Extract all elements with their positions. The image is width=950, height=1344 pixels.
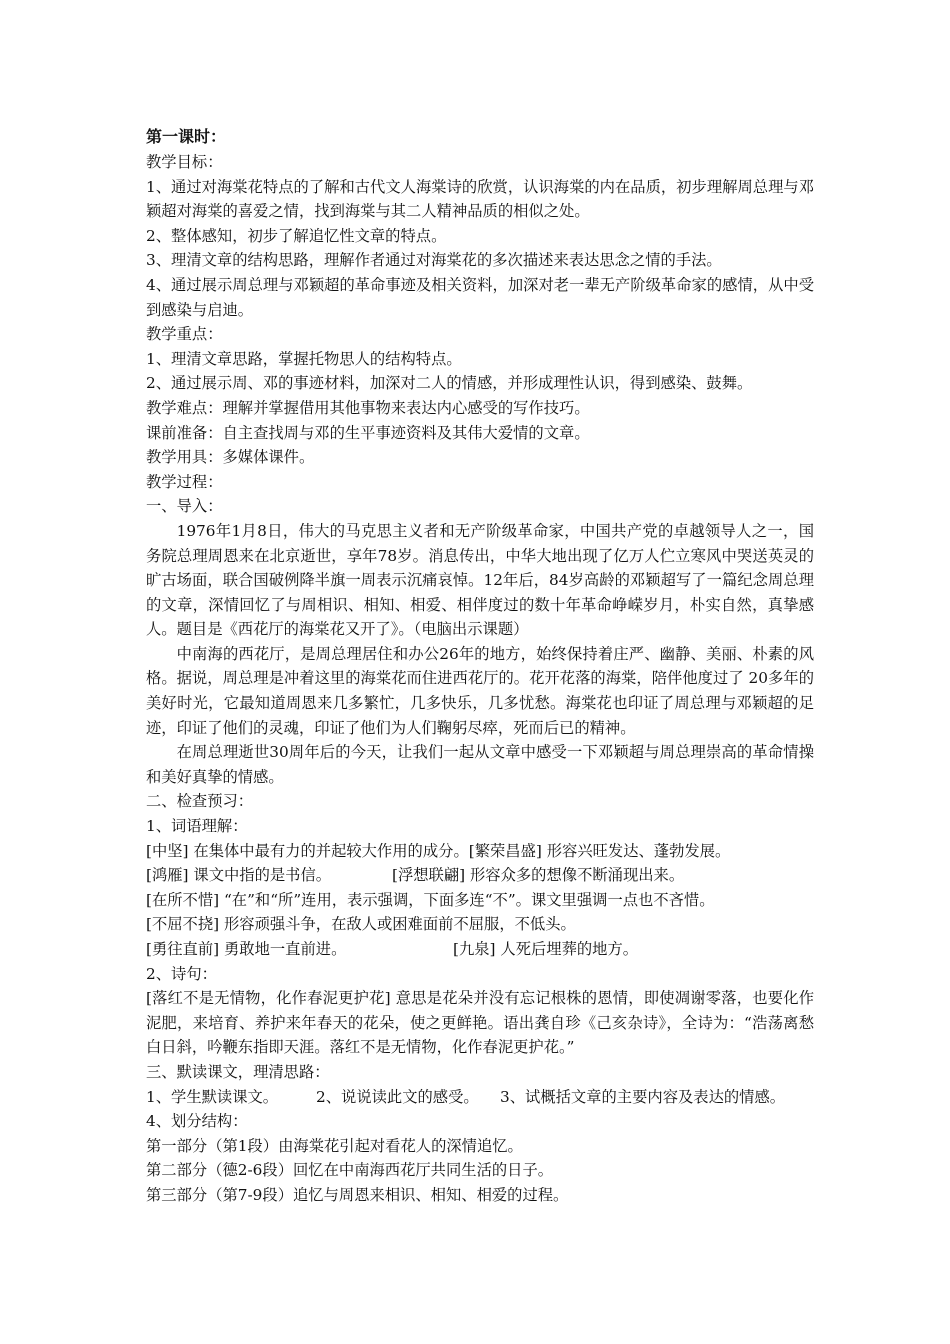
goals-heading: 教学目标： (146, 153, 223, 171)
intro-paragraph: 1976年1月8日，伟大的马克思主义者和无产阶级革命家，中国共产党的卓越领导人之一，国务院总理周恩来在北京逝世，享年78岁。消息传出，中华大地出现了亿万人伫立寒风中哭送英灵的旷古场面，联合国破例降半旗一周表示沉痛哀悼。12年后，84岁高龄的邓颖超写了一篇纪念周总理的文章，深情回忆了与周相识、相知、相爱、相伴度过的数十年革命峥嵘岁月，朴实自然，真挚感人。题目是《西花厅的海棠花又开了》。（电脑出示课题） (146, 521, 814, 639)
task-item: 1、学生默读课文。 (146, 1087, 279, 1106)
document-page (146, 124, 814, 1208)
goal-item: 2、整体感知，初步了解追忆性文章的特点。 (146, 226, 447, 245)
structure-part: 第一部分（第1段）由海棠花引起对看花人的深情追忆。 (146, 1136, 523, 1155)
poem-heading: 2、诗句： (146, 964, 217, 983)
vocab-line: [中坚] 在集体中最有力的并起较大作用的成分。[繁荣昌盛] 形容兴旺发达、蓬勃发展。 (146, 841, 731, 860)
goal-item: 3、理清文章的结构思路，理解作者通过对海棠花的多次描述来表达思念之情的手法。 (146, 251, 722, 270)
vocab-entry: [浮想联翩] 形容众多的想像不断涌现出来。 (392, 866, 685, 885)
vocab-line: [不屈不挠] 形容顽强斗争，在敌人或困难面前不屈服，不低头。 (146, 915, 576, 934)
process-heading: 教学过程： (146, 472, 223, 491)
tools-line: 教学用具：多媒体课件。 (146, 448, 315, 467)
prep-line: 课前准备：自主查找周与邓的生平事迹资料及其伟大爱情的文章。 (146, 423, 590, 442)
structure-heading: 4、划分结构： (146, 1112, 248, 1131)
difficulty-line: 教学难点：理解并掌握借用其他事物来表达内心感受的写作技巧。 (146, 398, 590, 417)
vocab-line (146, 937, 814, 962)
lesson-title: 第一课时： (146, 127, 227, 146)
vocab-entry: [九泉] 人死后埋葬的地方。 (453, 940, 639, 958)
structure-part: 第二部分（德2-6段）回忆在中南海西花厅共同生活的日子。 (146, 1161, 554, 1180)
section-1-heading: 一、导入： (146, 497, 223, 516)
structure-part: 第三部分（第7-9段）追忆与周恩来相识、相知、相爱的过程。 (146, 1185, 569, 1204)
intro-paragraph: 中南海的西花厅，是周总理居住和办公26年的地方，始终保持着庄严、幽静、美丽、朴素的风格。据说，周总理是冲着这里的海棠花而住进西花厅的。花开花落的海棠，陪伴他度过了 20多年的美好时光，它最知道周恩来几多繁忙，几多快乐，几多忧愁。海棠花也印证了周总理与邓颖超的足迹，印证了他们的灵魂，印证了他们为人们鞠躬尽瘁，死而后已的精神。 (146, 644, 814, 737)
goal-item: 1、通过对海棠花特点的了解和古代文人海棠诗的欣赏，认识海棠的内在品质，初步理解周总理与邓颖超对海棠的喜爱之情，找到海棠与其二人精神品质的相似之处。 (146, 177, 814, 221)
vocab-line: [在所不惜] “在”和“所”连用，表示强调，下面多连“不”。课文里强调一点也不吝惜。 (146, 890, 715, 909)
intro-paragraph: 在周总理逝世30周年后的今天，让我们一起从文章中感受一下邓颖超与周总理崇高的革命情操和美好真挚的情感。 (146, 743, 814, 786)
goal-item: 4、通过展示周总理与邓颖超的革命事迹及相关资料，加深对老一辈无产阶级革命家的感情，从中受到感染与启迪。 (146, 275, 814, 319)
vocab-entry: [鸿雁] 课文中指的是书信。 (146, 866, 332, 885)
reading-tasks (146, 1085, 814, 1110)
vocab-heading: 1、词语理解： (146, 817, 248, 836)
section-3-heading: 三、默读课文，理清思路： (146, 1062, 330, 1081)
task-item: 2、说说读此文的感受。 (316, 1087, 479, 1106)
key-point: 1、理清文章思路，掌握托物思人的结构特点。 (146, 349, 462, 368)
task-item: 3、试概括文章的主要内容及表达的情感。 (500, 1087, 786, 1106)
vocab-line (146, 863, 814, 888)
key-point: 2、通过展示周、邓的事迹材料，加深对二人的情感，并形成理性认识，得到感染、鼓舞。 (146, 374, 753, 393)
section-2-heading: 二、检查预习： (146, 792, 254, 811)
key-heading: 教学重点： (146, 325, 223, 344)
vocab-entry: [勇往直前] 勇敢地一直前进。 (146, 940, 347, 958)
poem-explanation: [落红不是无情物，化作春泥更护花] 意思是花朵并没有忘记根株的恩情，即使凋谢零落，也要化作泥肥，来培育、养护来年春天的花朵，使之更鲜艳。语出龚自珍《己亥杂诗》，全诗为：“浩荡离愁白日斜，吟鞭东指即天涯。落红不是无情物，化作春泥更护花。” (146, 989, 814, 1057)
